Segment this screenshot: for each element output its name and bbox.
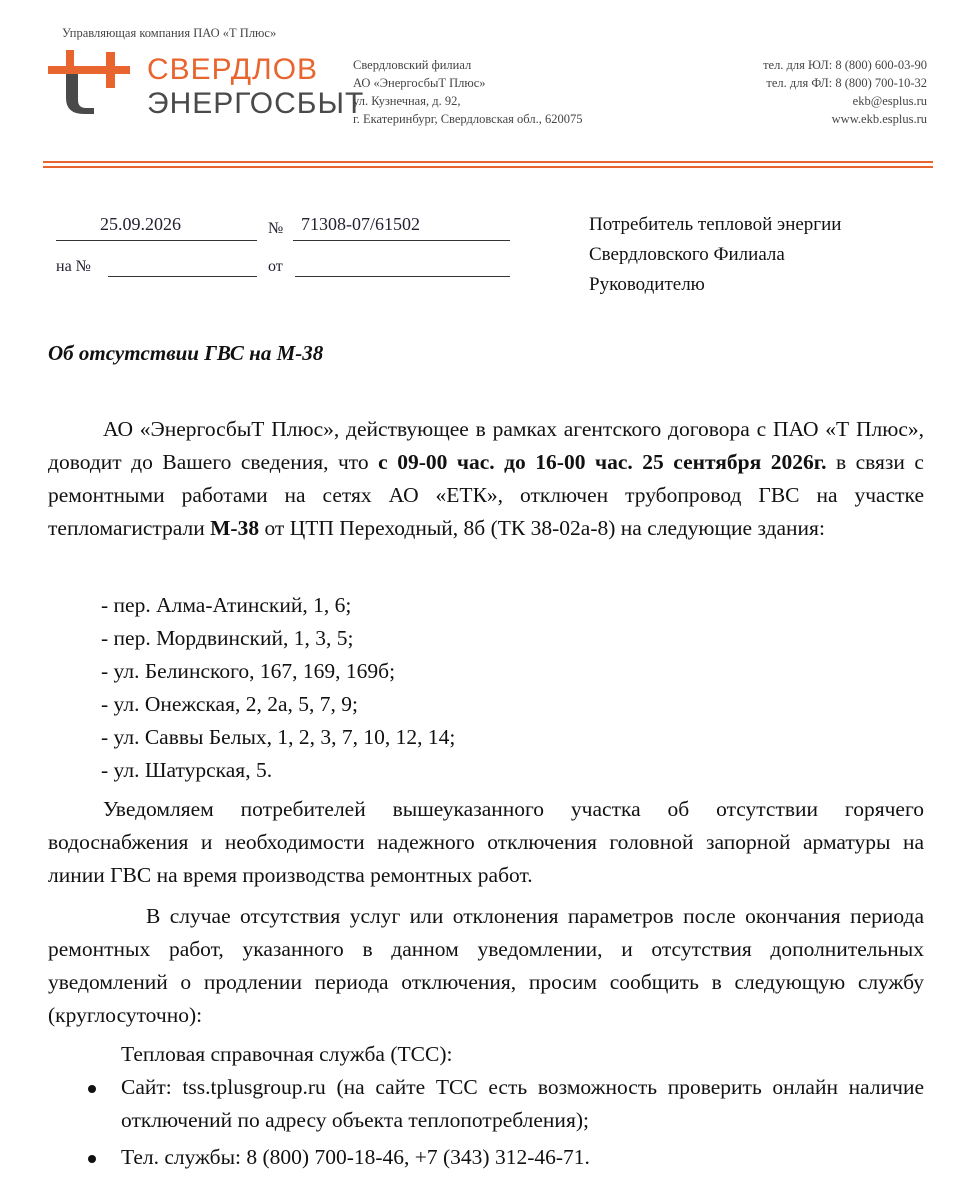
company-logo-icon [48,50,138,114]
from-underline [295,276,510,277]
letter-subject: Об отсутствии ГВС на М-38 [48,341,324,365]
address-item: - ул. Саввы Белых, 1, 2, 3, 7, 10, 12, 14; [101,725,456,749]
bullet-icon [88,1085,96,1093]
recipient-line: Свердловского Филиала [589,244,785,265]
number-underline [293,240,510,241]
bullet-icon [88,1155,96,1163]
date-underline [56,240,257,241]
recipient-line: Руководителю [589,274,705,295]
bullet-phone: Тел. службы: 8 (800) 700-18-46, +7 (343) 312-46-71. [121,1145,590,1169]
email-link[interactable]: ekb@esplus.ru [852,94,927,108]
notice-text: от ЦТП Переходный, 8б (ТК 38-02а-8) на следующие здания: [259,516,825,540]
service-name: Тепловая справочная служба (ТСС): [121,1042,453,1066]
ref-underline [108,276,257,277]
address-item: - пер. Алма-Атинский, 1, 6; [101,593,352,617]
recipient-line: Потребитель тепловой энергии [589,214,842,235]
branch-line: г. Екатеринбург, Свердловская обл., 620075 [353,112,583,126]
website-link[interactable]: www.ekb.esplus.ru [831,112,927,126]
header-divider [43,161,933,163]
address-item: - ул. Шатурская, 5. [101,758,273,782]
ref-label: на № [56,258,91,275]
paragraph-contact-request: В случае отсутствия услуг или отклонения параметров после окончания периода ремонтных работ, указанного в данном уведомлении, и отсутствия дополнительных уведомлений о продлении периода отключения, просим сообщить в следующую службу (круглосуточно): [48,904,924,1027]
paragraph-notice [48,413,924,545]
outage-period: с 09-00 час. до 16-00 час. 25 сентября 2026г. [378,450,827,474]
notice-text: АО «ЭнергосбыТ Плюс», действующее в рамках агентского договора с ПАО «Т Плюс», доводит до Вашего сведения, что [48,417,924,474]
management-company: Управляющая компания ПАО «Т Плюс» [62,26,277,40]
brand-name-line1: СВЕРДЛОВ [147,53,319,86]
bullet-site: Сайт: tss.tplusgroup.ru (на сайте ТСС есть возможность проверить онлайн наличие отключений по адресу объекта теплопотребления); [121,1075,924,1132]
address-item: - ул. Белинского, 167, 169, 169б; [101,659,396,683]
phone-legal: тел. для ЮЛ: 8 (800) 600-03-90 [763,58,927,72]
from-label: от [268,258,283,275]
address-item: - пер. Мордвинский, 1, 3, 5; [101,626,354,650]
heat-main-id: М-38 [210,516,260,540]
branch-line: АО «ЭнергосбыТ Плюс» [353,76,486,90]
address-item: - ул. Онежская, 2, 2а, 5, 7, 9; [101,692,358,716]
notice-text: в связи с ремонтными работами на сетях АО «ЕТК», отключен трубопровод ГВС на участке тепломагистрали [48,450,924,540]
brand-name-line2: ЭНЕРГОСБЫТ [147,87,365,120]
number-sign: № [268,220,284,237]
header-divider [43,166,933,168]
branch-line: ул. Кузнечная, д. 92, [353,94,461,108]
phone-individual: тел. для ФЛ: 8 (800) 700-10-32 [766,76,927,90]
branch-line: Свердловский филиал [353,58,472,72]
paragraph-warning: Уведомляем потребителей вышеуказанного участка об отсутствии горячего водоснабжения и необходимости надежного отключения головной запорной арматуры на линии ГВС на время производства ремонтных работ. [48,797,924,887]
document-date: 25.09.2026 [100,214,181,234]
contact-info [763,56,927,128]
recipient-block [589,210,841,300]
branch-address [353,56,582,128]
document-number: 71308-07/61502 [301,214,420,234]
